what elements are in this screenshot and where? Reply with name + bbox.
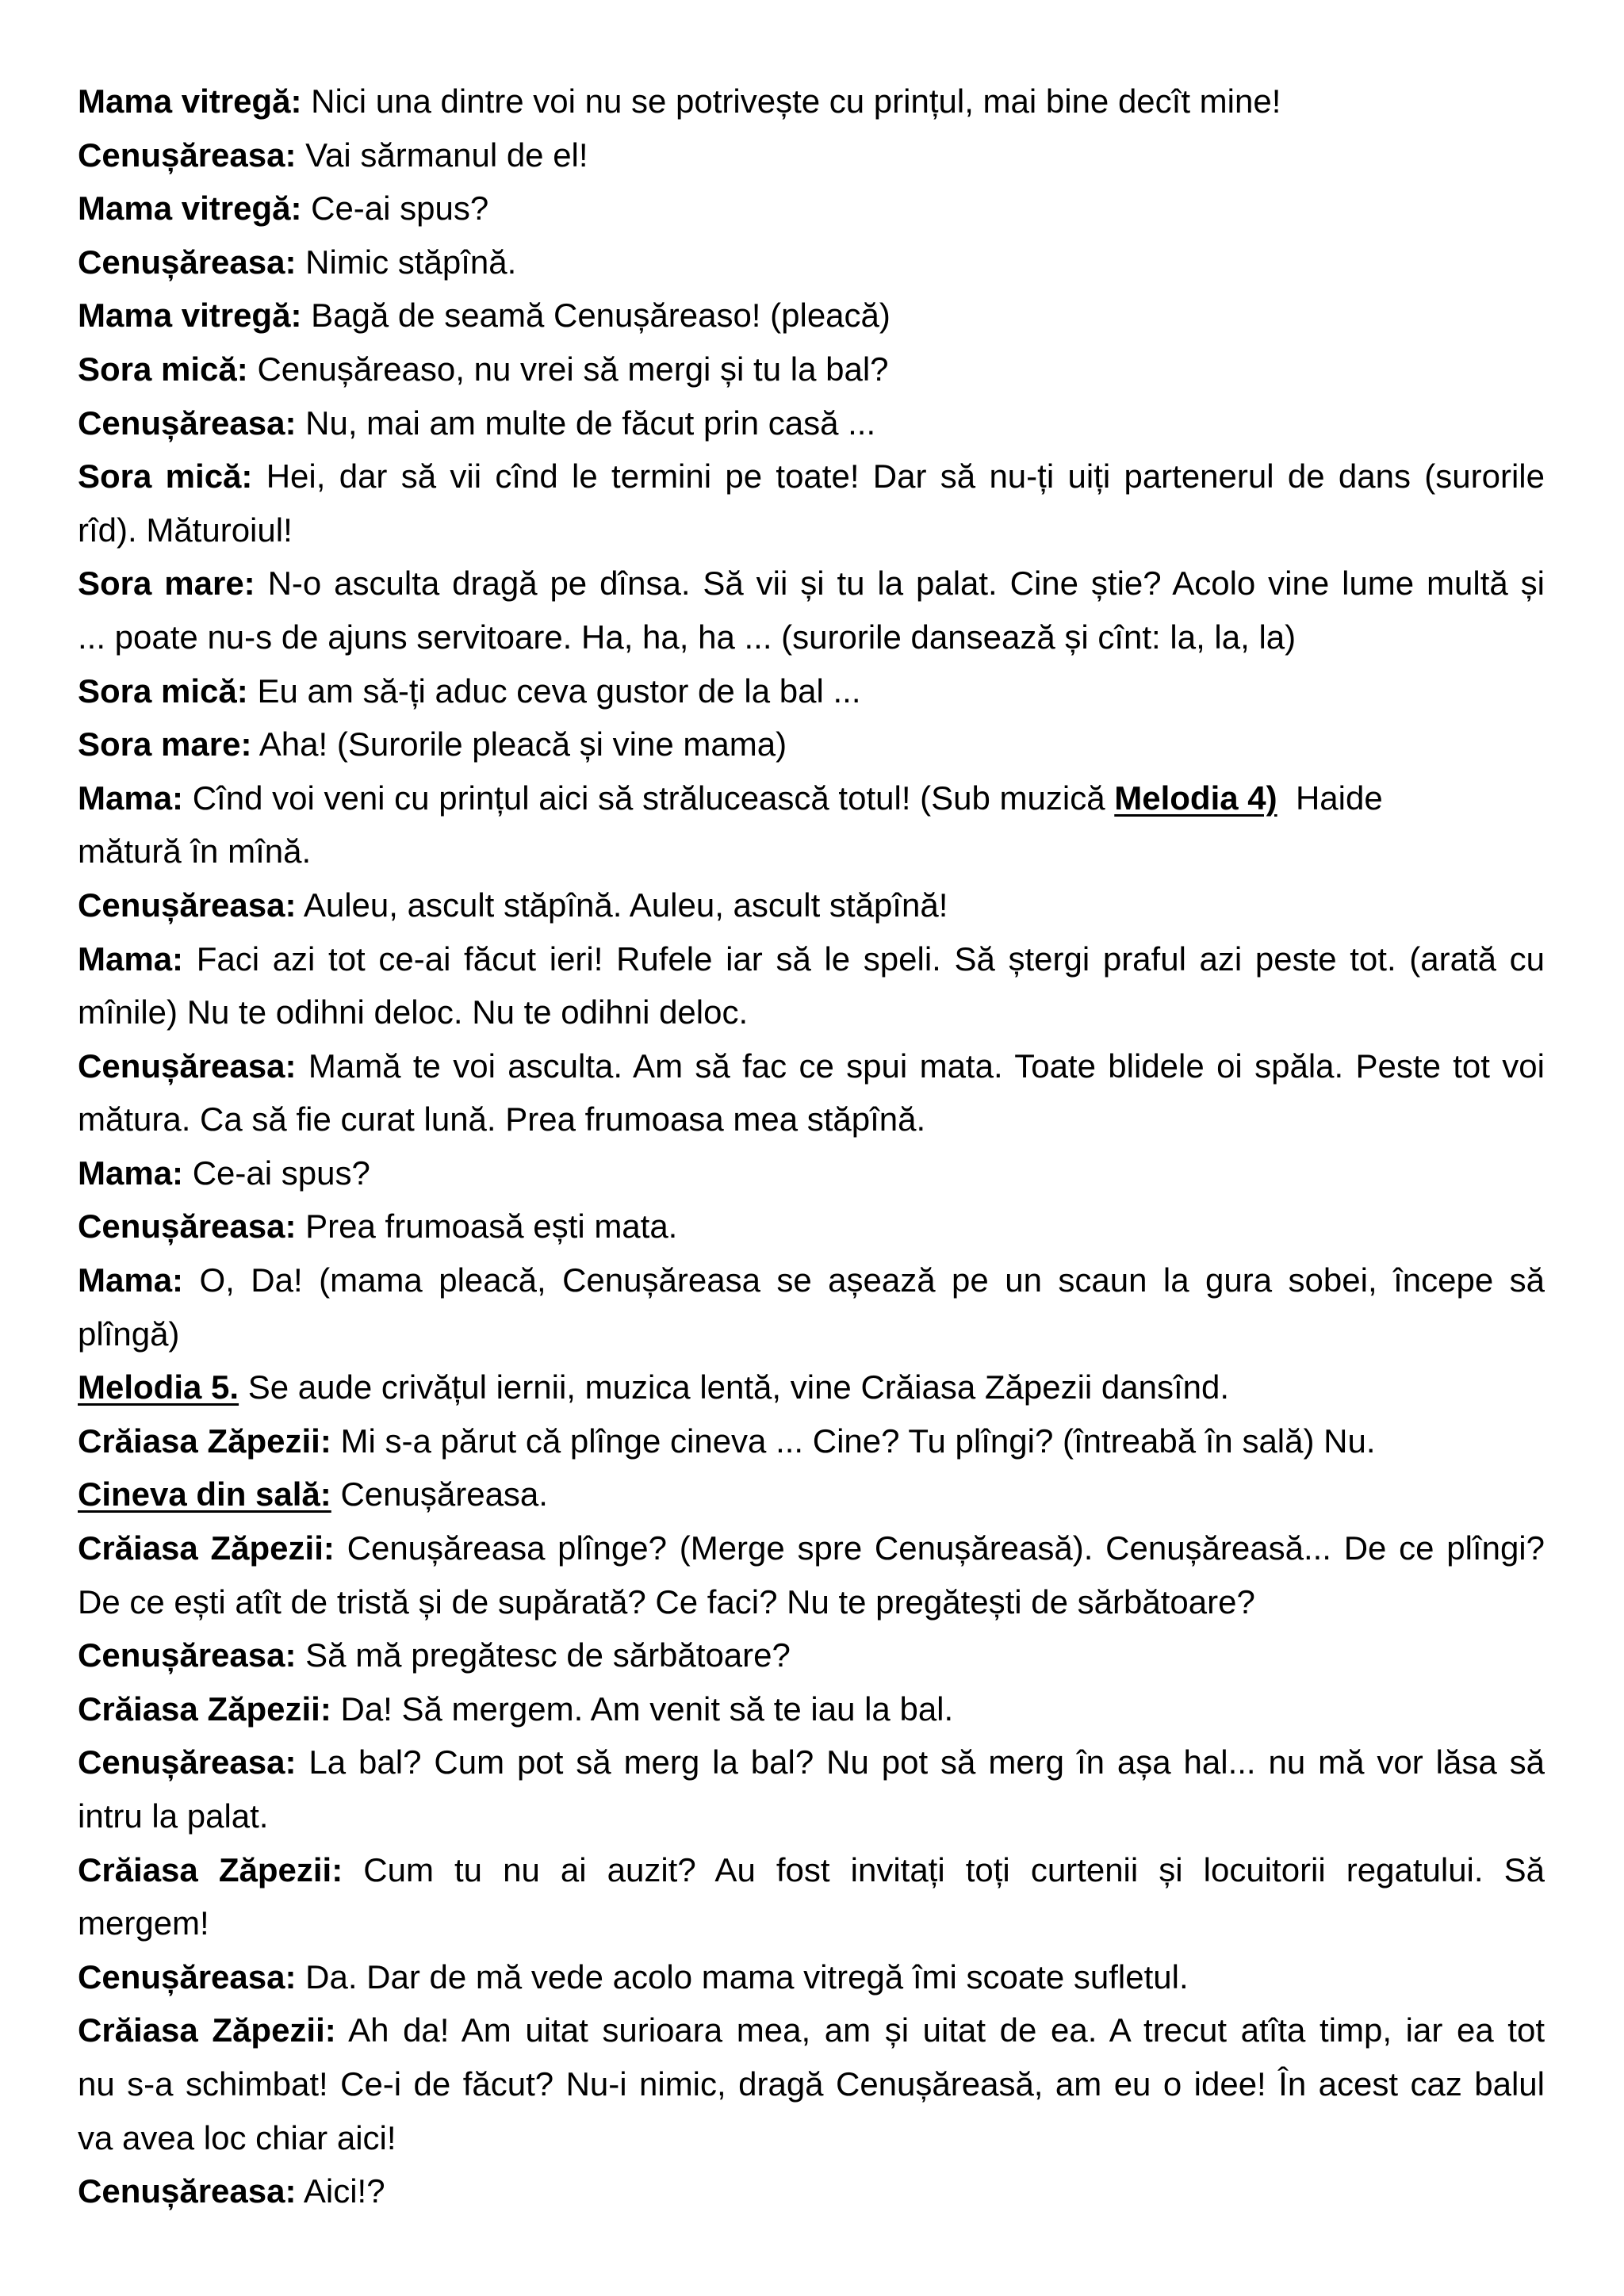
- dialogue-text: intru la palat.: [78, 1797, 269, 1835]
- script-line: [78, 128, 1545, 182]
- stage-direction-text: Se aude crivățul iernii, muzica lentă, vine Crăiasa Zăpezii dansînd.: [247, 1368, 1230, 1406]
- script-line: [78, 182, 1545, 235]
- script-line-continuation: [78, 610, 1545, 664]
- speaker-name: Cenușăreasa:: [78, 1743, 297, 1781]
- script-line: [78, 1628, 1545, 1682]
- dialogue-text: rîd). Măturoiul!: [78, 511, 293, 549]
- script-line: [78, 771, 1545, 825]
- dialogue-text: ... poate nu-s de ajuns servitoare. Ha, ha, ha ... (surorile dansează și cînt: la, la, la): [78, 618, 1297, 656]
- speaker-name: Mama vitregă:: [78, 297, 302, 335]
- script-line: [78, 1521, 1545, 1575]
- script-line: [78, 342, 1545, 396]
- script-line: [78, 1039, 1545, 1093]
- dialogue-text: Aici!?: [303, 2172, 385, 2210]
- dialogue-text: va avea loc chiar aici!: [78, 2118, 396, 2156]
- speaker-name: Mama vitregă:: [78, 82, 302, 120]
- script-line: [78, 2003, 1545, 2057]
- script-line-continuation: [78, 503, 1545, 557]
- speaker-name: Cenușăreasa:: [78, 1207, 297, 1246]
- speaker-name: Sora mică:: [78, 457, 253, 496]
- dialogue-text: Da! Să mergem. Am venit să te iau la bal.: [340, 1689, 954, 1728]
- script-line: [78, 878, 1545, 932]
- script-line: [78, 75, 1545, 128]
- speaker-name: Sora mare:: [78, 725, 252, 763]
- speaker-name: Sora mică:: [78, 350, 248, 388]
- script-line: [78, 1843, 1545, 1897]
- script-line: [78, 1735, 1545, 1789]
- speaker-name: Cenușăreasa:: [78, 404, 297, 442]
- dialogue-text: Auleu, ascult stăpînă. Auleu, ascult stăpînă!: [303, 886, 948, 924]
- dialogue-text: Da. Dar de mă vede acolo mama vitregă îmi scoate sufletul.: [305, 1957, 1189, 1996]
- dialogue-text: Nu, mai am multe de făcut prin casă ...: [305, 404, 876, 442]
- music-cue: Melodia 5.: [78, 1368, 239, 1406]
- dialogue-text: Cenușăreaso, nu vrei să mergi și tu la bal?: [257, 350, 889, 388]
- script-text-body: [78, 75, 1545, 2218]
- dialogue-text: Cînd voi veni cu prințul aici să strălucească totul! (Sub muzică: [192, 779, 1105, 817]
- dialogue-text: mergem!: [78, 1904, 209, 1942]
- speaker-name: Crăiasa Zăpezii:: [78, 1850, 343, 1888]
- script-line: [78, 289, 1545, 342]
- speaker-name: Mama vitregă:: [78, 189, 302, 228]
- script-line-continuation: [78, 1093, 1545, 1146]
- dialogue-text: Cenușăreasa.: [340, 1475, 548, 1513]
- dialogue-text: Ce-ai spus?: [192, 1154, 370, 1192]
- dialogue-text: Nici una dintre voi nu se potrivește cu prințul, mai bine decît mine!: [311, 82, 1281, 120]
- dialogue-text: Faci azi tot ce-ai făcut ieri! Rufele iar să le speli. Să ștergi praful azi peste tot. (arată cu: [196, 939, 1545, 978]
- dialogue-text: Prea frumoasă ești mata.: [305, 1207, 678, 1246]
- script-line: [78, 557, 1545, 610]
- dialogue-text: mînile) Nu te odihni deloc. Nu te odihni deloc.: [78, 993, 749, 1031]
- dialogue-text: Mi s-a părut că plînge cineva ... Cine? Tu plîngi? (întreabă în sală) Nu.: [340, 1422, 1376, 1460]
- script-line: [78, 1682, 1545, 1736]
- dialogue-text: Eu am să-ți aduc ceva gustor de la bal ...: [257, 672, 861, 710]
- script-line: [78, 932, 1545, 986]
- dialogue-text: Ce-ai spus?: [311, 189, 489, 228]
- script-line-continuation: [78, 985, 1545, 1039]
- stage-direction-line: [78, 1360, 1545, 1414]
- speaker-name: Sora mare:: [78, 564, 255, 603]
- dialogue-text: Cenușăreasa plînge? (Merge spre Cenușăreasă). Cenușăreasă... De ce plîngi?: [347, 1529, 1545, 1567]
- dialogue-text: mătura. Ca să fie curat lună. Prea frumoasa mea stăpînă.: [78, 1100, 926, 1138]
- speaker-name: Crăiasa Zăpezii:: [78, 2011, 336, 2049]
- speaker-name: Sora mică:: [78, 672, 248, 710]
- dialogue-text: Nimic stăpînă.: [305, 243, 517, 281]
- speaker-name: Mama:: [78, 1261, 184, 1299]
- dialogue-text: Hei, dar să vii cînd le termini pe toate! Dar să nu-ți uiți partenerul de dans (surorile: [266, 457, 1545, 496]
- script-line: [78, 1146, 1545, 1200]
- script-line: [78, 396, 1545, 450]
- speaker-name: Crăiasa Zăpezii:: [78, 1689, 331, 1728]
- script-line: [78, 1950, 1545, 2004]
- script-line: [78, 664, 1545, 718]
- script-line: [78, 450, 1545, 503]
- script-line-continuation: [78, 1575, 1545, 1629]
- script-line: [78, 1200, 1545, 1253]
- dialogue-text: nu s-a schimbat! Ce-i de făcut? Nu-i nimic, dragă Cenușăreasă, am eu o idee! În acest caz balul: [78, 2064, 1545, 2103]
- dialogue-text: Mamă te voi asculta. Am să fac ce spui mata. Toate blidele oi spăla. Peste tot voi: [308, 1047, 1545, 1085]
- script-line: [78, 718, 1545, 771]
- dialogue-text: N-o asculta dragă pe dînsa. Să vii și tu la palat. Cine știe? Acolo vine lume multă și: [267, 564, 1545, 603]
- script-line: [78, 1468, 1545, 1521]
- speaker-name: Cenușăreasa:: [78, 1047, 297, 1085]
- speaker-name: Cenușăreasa:: [78, 243, 297, 281]
- dialogue-text: De ce ești atît de tristă și de supărată? Ce faci? Nu te pregătești de sărbătoare?: [78, 1582, 1255, 1621]
- speaker-name: Crăiasa Zăpezii:: [78, 1529, 335, 1567]
- speaker-name: Cenușăreasa:: [78, 1636, 297, 1674]
- speaker-name: Crăiasa Zăpezii:: [78, 1422, 331, 1460]
- speaker-name: Mama:: [78, 1154, 184, 1192]
- speaker-name: Cineva din sală:: [78, 1475, 331, 1513]
- speaker-name: Mama:: [78, 779, 184, 817]
- dialogue-text: Ah da! Am uitat surioara mea, am și uitat de ea. A trecut atîta timp, iar ea tot: [348, 2011, 1545, 2049]
- dialogue-text: La bal? Cum pot să merg la bal? Nu pot să merg în așa hal... nu mă vor lăsa să: [308, 1743, 1545, 1781]
- script-line: [78, 2164, 1545, 2218]
- dialogue-text: mătură în mînă.: [78, 832, 312, 871]
- speaker-name: Cenușăreasa:: [78, 1957, 297, 1996]
- music-cue: Melodia 4): [1114, 779, 1277, 817]
- script-line-continuation: [78, 1789, 1545, 1843]
- dialogue-text: Aha! (Surorile pleacă și vine mama): [259, 725, 787, 763]
- dialogue-text: Cum tu nu ai auzit? Au fost invitați toți curtenii și locuitorii regatului. Să: [363, 1850, 1545, 1888]
- dialogue-text: plîngă): [78, 1314, 180, 1353]
- script-line-continuation: [78, 2057, 1545, 2111]
- script-line-continuation: [78, 825, 1545, 878]
- script-line: [78, 1414, 1545, 1468]
- script-line: [78, 1253, 1545, 1307]
- dialogue-text: Vai sărmanul de el!: [305, 136, 588, 174]
- speaker-name: Cenușăreasa:: [78, 136, 297, 174]
- speaker-name: Mama:: [78, 939, 184, 978]
- speaker-name: Cenușăreasa:: [78, 2172, 297, 2210]
- script-line-continuation: [78, 2111, 1545, 2165]
- speaker-name: Cenușăreasa:: [78, 886, 297, 924]
- dialogue-text: Să mă pregătesc de sărbătoare?: [305, 1636, 791, 1674]
- script-line-continuation: [78, 1896, 1545, 1950]
- script-line-continuation: [78, 1307, 1545, 1361]
- dialogue-text: Bagă de seamă Cenușăreaso! (pleacă): [311, 297, 891, 335]
- script-line: [78, 235, 1545, 289]
- dialogue-text: Haide: [1295, 779, 1383, 817]
- dialogue-text: O, Da! (mama pleacă, Cenușăreasa se așează pe un scaun la gura sobei, începe să: [199, 1261, 1545, 1299]
